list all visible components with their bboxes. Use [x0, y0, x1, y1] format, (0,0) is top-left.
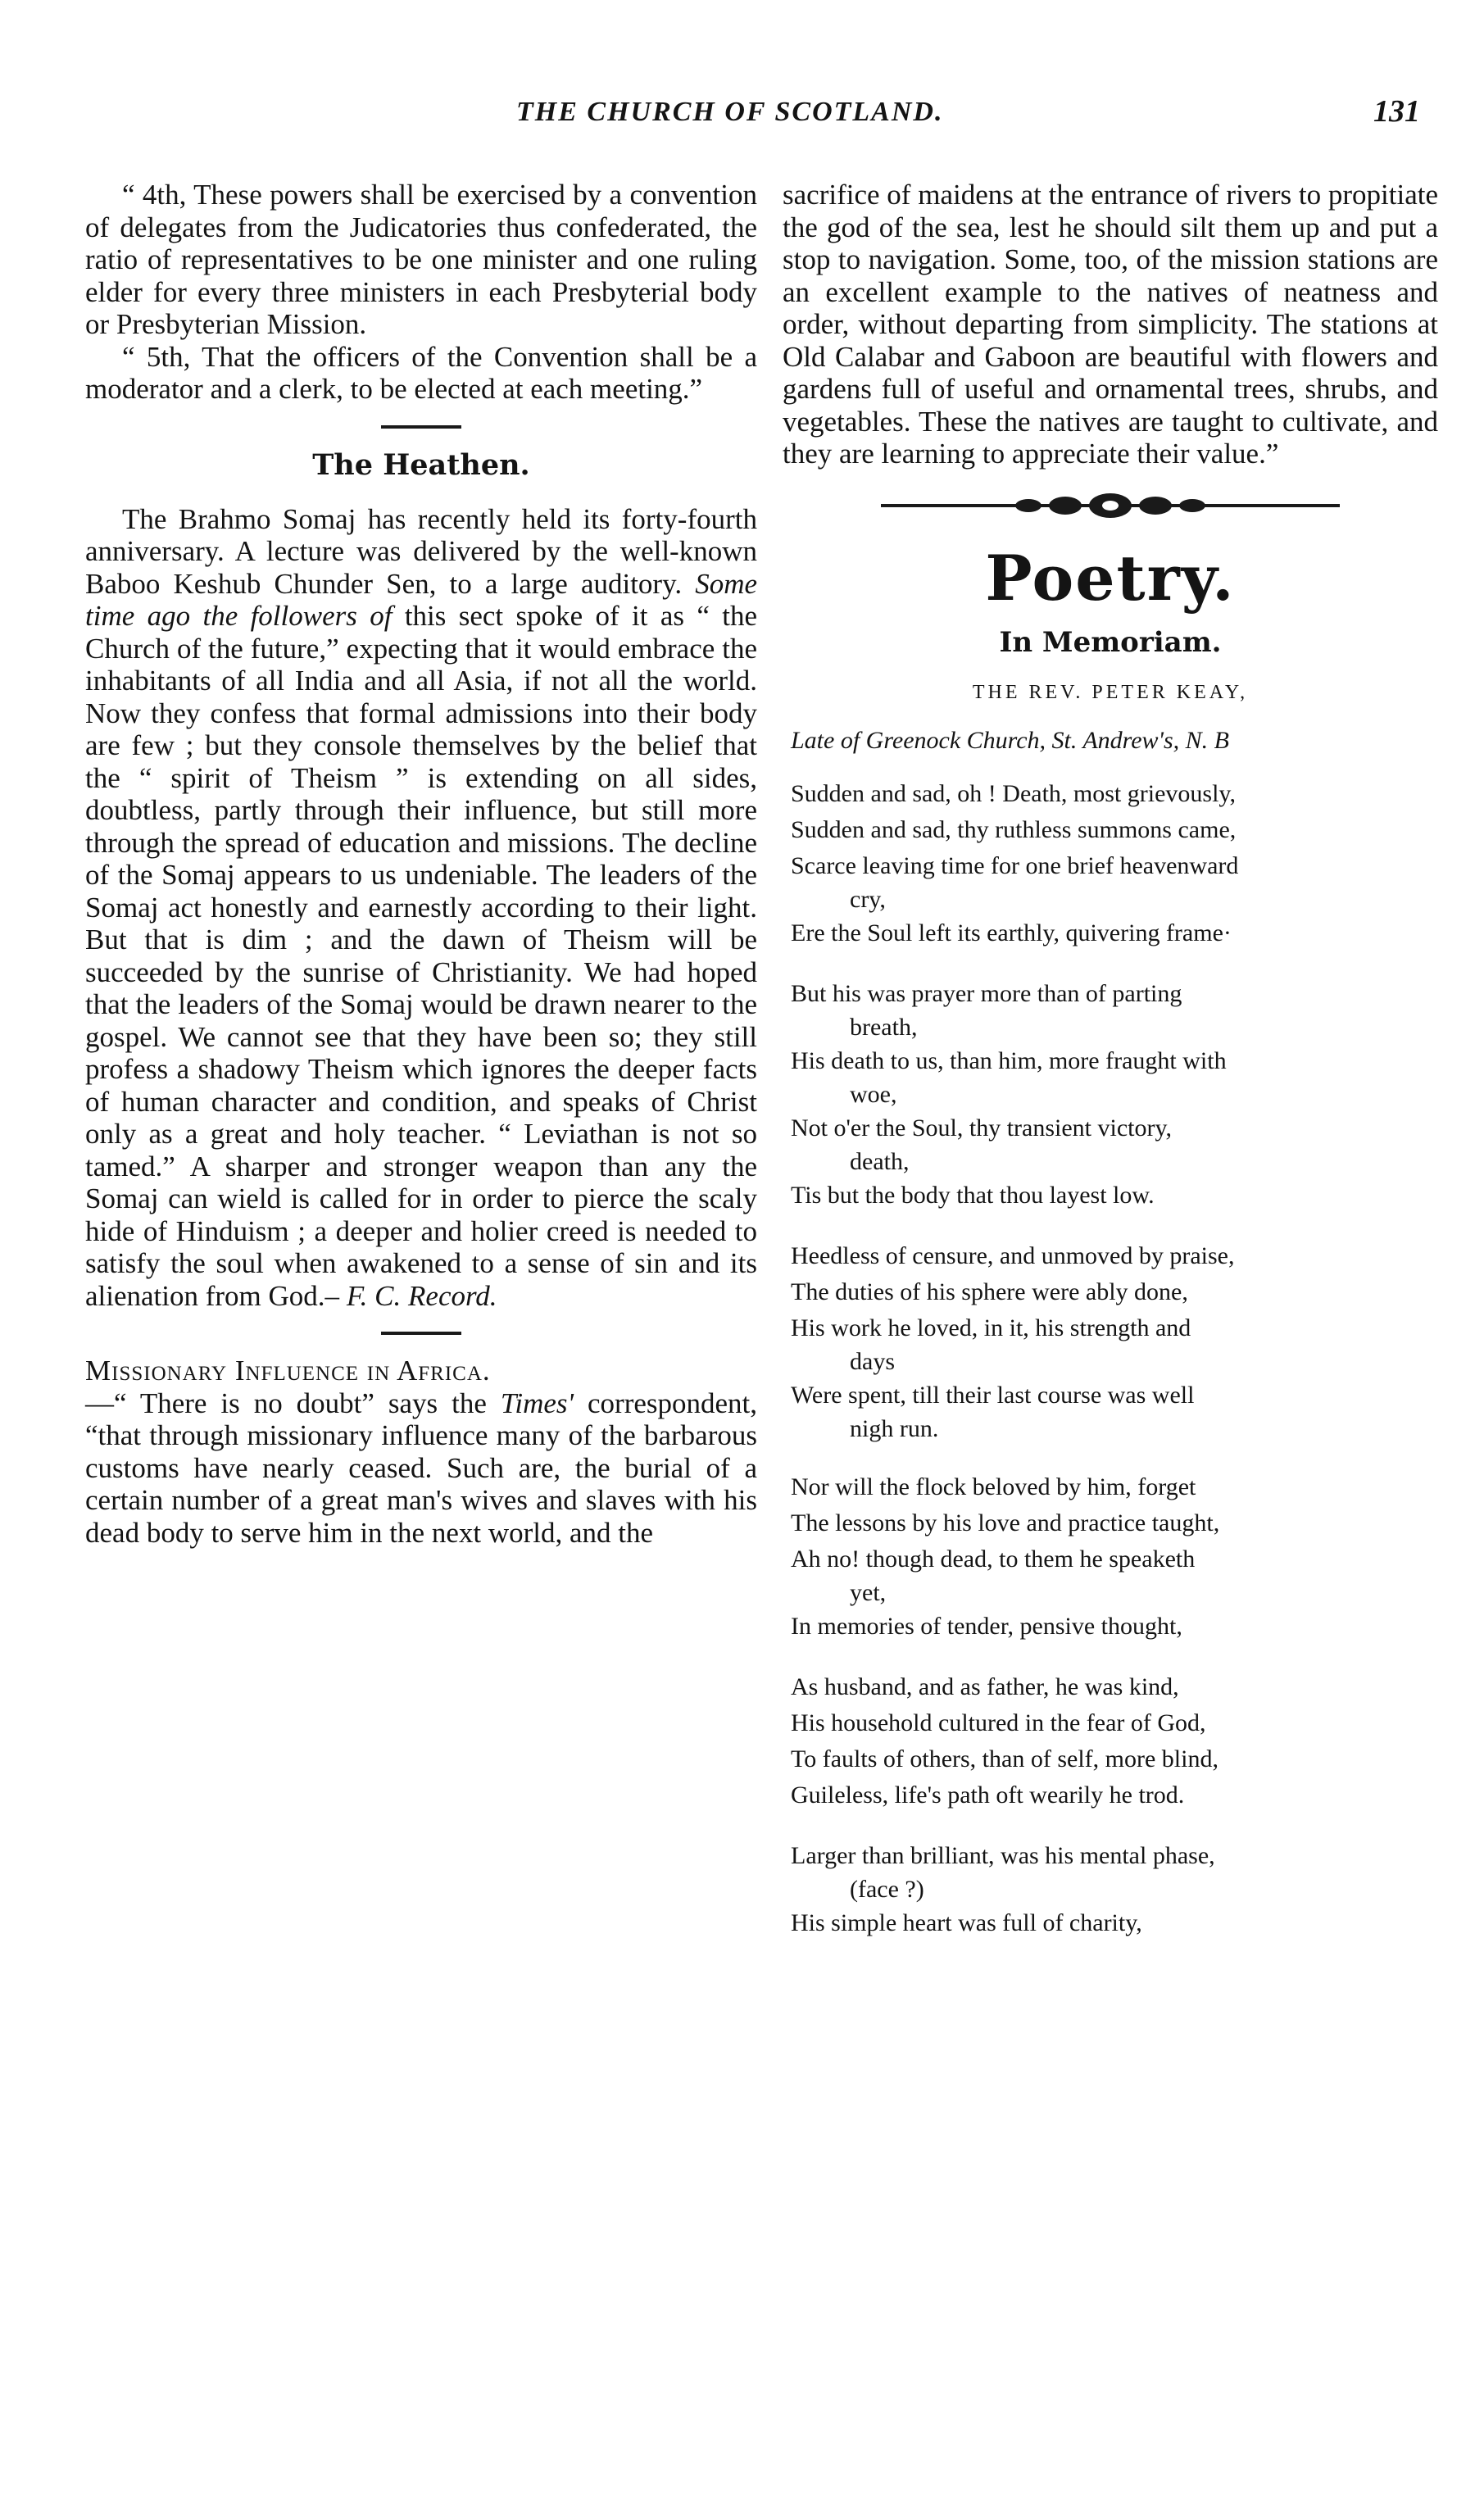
poem-line: Heedless of censure, and unmoved by praise,	[791, 1241, 1235, 1269]
heathen-section-title: The Heathen.	[312, 447, 530, 482]
poem-line: breath,	[850, 1013, 918, 1041]
poem-line: Scarce leaving time for one brief heavenward	[791, 851, 1239, 879]
missionary-text-a: “ There is no doubt” says the	[114, 1387, 487, 1419]
poem-line: Not o'er the Soul, thy transient victory,	[791, 1114, 1173, 1141]
resolution-5-paragraph: “ 5th, That the officers of the Convention shall be a moderator and a clerk, to be elected at each meeting.”	[85, 340, 757, 405]
resolution-4-paragraph: “ 4th, These powers shall be exercised by a convention of delegates from the Judicatories thus confederated, the ratio of representatives to be one minister and one ruling elder for every three ministers in each Presbyterial body or Presbyterian Mission.	[85, 179, 757, 340]
poem-line: His death to us, than him, more fraught with	[791, 1046, 1227, 1074]
poem-line: The duties of his sphere were ably done,	[791, 1278, 1188, 1305]
heathen-source: F. C. Record.	[346, 1279, 497, 1312]
poem-line: In memories of tender, pensive thought,	[791, 1612, 1182, 1640]
missionary-times: Times'	[500, 1387, 574, 1419]
poem-line: Ah no! though dead, to them he speaketh	[791, 1545, 1196, 1573]
poem-stanza	[783, 1669, 1438, 1813]
heathen-text-italic: Some time ago the followers of	[85, 567, 758, 632]
missionary-heading: Missionary Influence in Africa.	[85, 1355, 491, 1387]
poem-line: Ere the Soul left its earthly, quivering frame·	[791, 919, 1232, 946]
poem-title: In Memoriam.	[999, 625, 1222, 659]
heathen-article-paragraph	[85, 503, 757, 1313]
section-divider	[381, 1332, 461, 1335]
poem-line: Were spent, till their last course was well	[791, 1381, 1195, 1409]
poem-line: Tis but the body that thou layest low.	[791, 1181, 1155, 1209]
missionary-text-b: correspondent, “that through missionary influence many of the barbarous customs have nearly ceased. Such are, the burial of a certain number of a great man's wives and slaves with his dead body to serve him in the next world, and the	[85, 1387, 758, 1549]
poem-line: death,	[850, 1147, 910, 1175]
poem-line: His simple heart was full of charity,	[791, 1909, 1142, 1936]
left-column	[85, 179, 757, 1549]
running-head	[0, 94, 1484, 146]
poem-line: To faults of others, than of self, more blind,	[791, 1745, 1219, 1772]
poem-line: Sudden and sad, oh ! Death, most grievously,	[791, 779, 1236, 807]
continued-article-paragraph: sacrifice of maidens at the entrance of rivers to propitiate the god of the sea, lest he should silt them up and put a stop to navigation. Some, too, of the mission stations are an excellent example to the natives of neatness and order, without departing from simplicity. The stations at Old Calabar and Gaboon are beautiful with flowers and gardens full of useful and ornamental trees, shrubs, and vegetables. These the natives are taught to cultivate, and they are learning to appreciate their value.”	[783, 179, 1438, 470]
poem-line: His household cultured in the fear of God,	[791, 1709, 1206, 1736]
poem-line: The lessons by his love and practice taught,	[791, 1509, 1220, 1536]
poem-line: yet,	[850, 1578, 887, 1606]
poem-line: (face ?)	[850, 1875, 924, 1903]
heathen-text-b: this sect spoke of it as “ the Church of the future,” expecting that it would embrace the inhabitants of all India and all Asia, if not all the world. Now they confess that formal admissions into their body are few ; but they console themselves by the belief that the “ spirit of Theism ” is extending on all sides, doubtless, partly through their influence, but still more through the spread of education and missions. The decline of the Somaj appears to us undeniable. The leaders of the Somaj act honestly and earnestly according to their light. But that is dim ; and the dawn of Theism will be succeeded by the sunrise of Christianity. We had hoped that the leaders of the Somaj would be drawn nearer to the gospel. We cannot see that they have been so; they still profess a shadowy Theism which ignores the deeper facts of human character and condition, and speaks of Christ only as a great and holy teacher. “ Leviathan is not so tamed.” A sharper and stronger weapon than any the Somaj can wield is called for in order to pierce the scaly hide of Hinduism ; a deeper and holier creed is needed to satisfy the soul when awakened to a sense of sin and its alienation from God.–	[85, 600, 757, 1312]
poem-stanza	[783, 1469, 1438, 1645]
poem-line: Larger than brilliant, was his mental phase,	[791, 1841, 1215, 1869]
ornamental-divider	[783, 490, 1438, 521]
poem-stanza	[783, 976, 1438, 1214]
poem-line: His work he loved, in it, his strength and	[791, 1314, 1191, 1341]
poem-line: nigh run.	[850, 1414, 939, 1442]
poem-line: Guileless, life's path oft wearily he trod.	[791, 1781, 1185, 1809]
poem-stanza	[783, 1238, 1438, 1445]
poem-line: days	[850, 1347, 895, 1375]
poem-stanza	[783, 1838, 1438, 1941]
poetry-section-heading: Poetry.	[985, 541, 1236, 615]
missionary-dash: —	[85, 1387, 114, 1419]
poem-stanza	[783, 776, 1438, 951]
poem-line: cry,	[850, 885, 886, 913]
poem-line: woe,	[850, 1080, 897, 1108]
poem-line: Nor will the flock beloved by him, forget	[791, 1473, 1196, 1500]
poem-subject: THE REV. PETER KEAY,	[972, 681, 1249, 703]
poem-line: Sudden and sad, thy ruthless summons came,	[791, 815, 1237, 843]
section-divider	[381, 425, 461, 429]
poem-body	[783, 776, 1438, 1941]
right-column	[783, 179, 1438, 1966]
poem-attribution: Late of Greenock Church, St. Andrew's, N. B	[791, 726, 1229, 754]
page-number: 131	[1373, 94, 1420, 129]
heathen-text-a: The Brahmo Somaj has recently held its forty-fourth anniversary. A lecture was delivered by the well-known Baboo Keshub Chunder Sen, to a large auditory.	[85, 502, 757, 600]
poem-line: As husband, and as father, he was kind,	[791, 1673, 1179, 1700]
missionary-article-paragraph	[85, 1355, 757, 1549]
running-head-title: THE CHURCH OF SCOTLAND.	[516, 97, 944, 127]
poem-line: But his was prayer more than of parting	[791, 979, 1182, 1007]
